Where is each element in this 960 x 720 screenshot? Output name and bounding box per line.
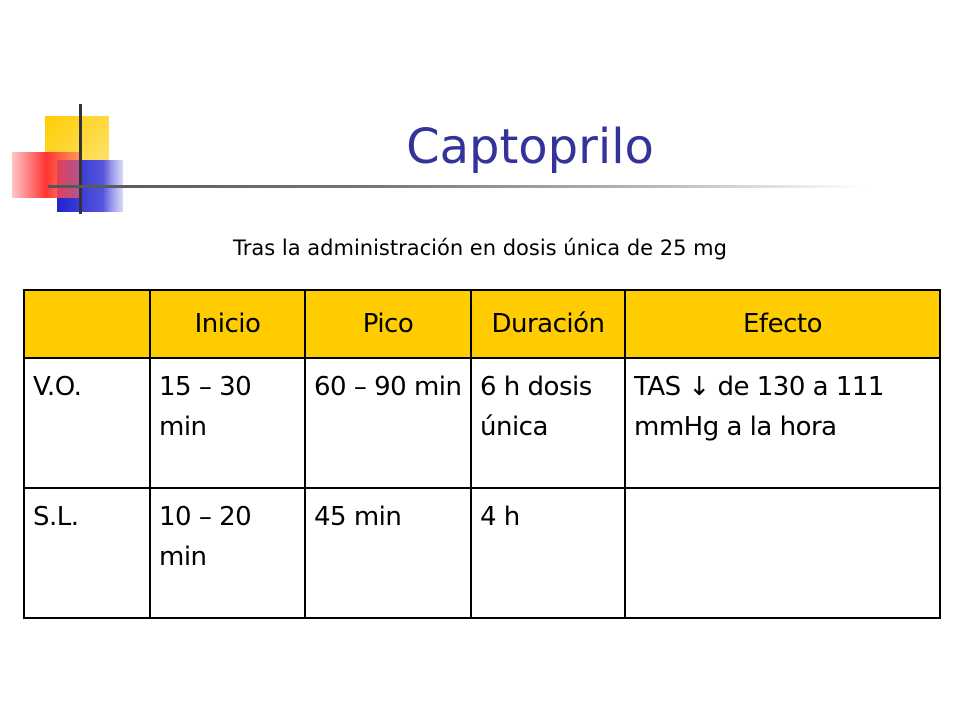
table-row — [24, 488, 940, 618]
decorative-logo — [0, 0, 140, 230]
table-cell-pico: 45 min — [305, 488, 471, 618]
header-cell-inicio: Inicio — [150, 290, 305, 358]
header-cell-blank — [24, 290, 150, 358]
page-title: Captoprilo — [406, 119, 654, 175]
header-cell-duracion: Duración — [471, 290, 625, 358]
header-cell-pico: Pico — [305, 290, 471, 358]
table-cell-inicio: 15 – 30 min — [150, 358, 305, 488]
title-underline — [48, 185, 868, 188]
table-cell-route: V.O. — [24, 358, 150, 488]
table-row — [24, 358, 940, 488]
subtitle: Tras la administración en dosis única de 25 mg — [233, 236, 727, 260]
logo-vertical-line — [79, 104, 82, 214]
header-cell-efecto: Efecto — [625, 290, 940, 358]
table-cell-route: S.L. — [24, 488, 150, 618]
table-cell-efecto: TAS ↓ de 130 a 111 mmHg a la hora — [625, 358, 940, 488]
captoprilo-table — [23, 289, 941, 619]
table-cell-pico: 60 – 90 min — [305, 358, 471, 488]
table-cell-duracion: 4 h — [471, 488, 625, 618]
table-cell-inicio: 10 – 20 min — [150, 488, 305, 618]
table-cell-efecto — [625, 488, 940, 618]
logo-red-square — [12, 152, 80, 198]
table-header-row — [24, 290, 940, 358]
table-cell-duracion: 6 h dosis única — [471, 358, 625, 488]
